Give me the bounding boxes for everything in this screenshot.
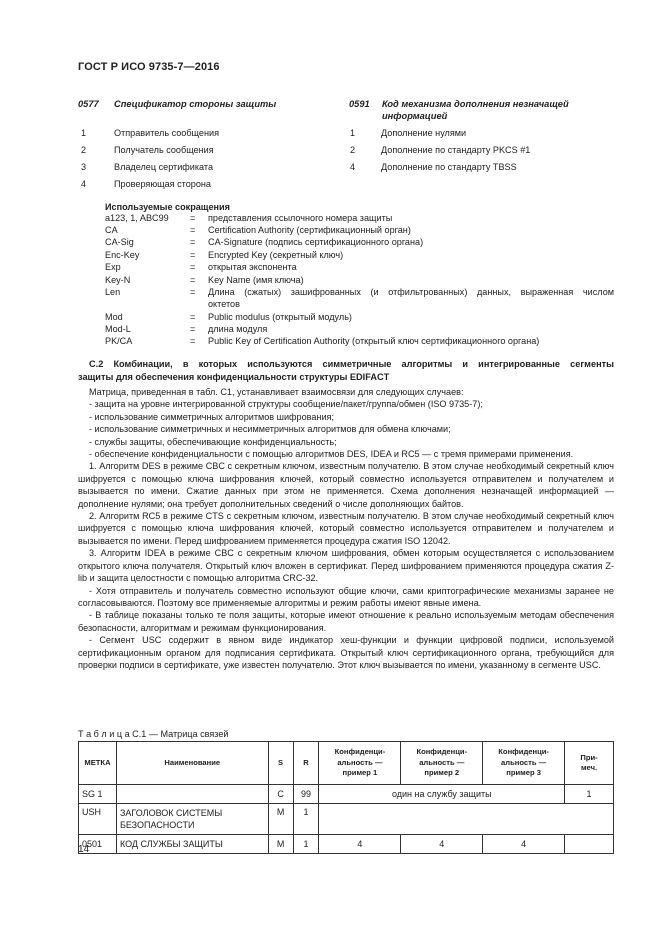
- example-3-paragraph: 3. Алгоритм IDEA в режиме CBC с секретным ключом шифрования, обмен которым осуществляется с использованием открытого ключа получателя. Открытый ключ вложен в сертификат. Перед шифрованием применяются процедура сжатия Z-lib и защита целостности с помощью алгоритма CRC-32.: [78, 548, 614, 584]
- header-conf-1: Конфиденци- альность — пример 1: [319, 742, 401, 785]
- abbreviations-heading: Используемые сокращения: [105, 202, 230, 212]
- dash-paragraph: - Сегмент USC содержит в явном виде индикатор хеш-функции и функции цифровой подписи, используемой сертификационным органом для подписания сертификата. Открытый ключ сертификационного органа, требующийся для проверки подписи в сертификате, уже известен получателю. Этот ключ вызывается по имени, указанному в сегменте USC.: [78, 635, 614, 670]
- code-0591-number: 0591: [349, 99, 370, 109]
- code-0591-title-line1: Код механизма дополнения незначащей: [382, 99, 569, 109]
- table-caption: Т а б л и ц а С.1 — Матрица связей: [78, 729, 229, 739]
- code-0591-title-line2: информацией: [382, 111, 448, 121]
- cell-s: C: [268, 785, 293, 804]
- list-item: 1: [350, 128, 356, 138]
- list-item-label: Дополнение по стандарту TBSS: [381, 162, 517, 172]
- cell-note: [565, 835, 614, 854]
- table-header-row: [79, 742, 614, 785]
- cell-tag: SG 1: [79, 785, 117, 804]
- list-item-label: Получатель сообщения: [114, 145, 214, 155]
- list-item: 4: [350, 162, 356, 172]
- cell-name: [116, 785, 268, 804]
- header-s: S: [268, 742, 293, 785]
- header-name: Наименование: [116, 742, 268, 785]
- table-row: [79, 804, 614, 835]
- intro-paragraph: Матрица, приведенная в табл. С1, устанавливает взаимосвязи для следующих случаев:: [89, 387, 464, 397]
- document-title: ГОСТ Р ИСО 9735-7—2016: [78, 61, 220, 73]
- page-number: 14: [78, 844, 90, 855]
- section-c2-heading-line1: С.2 Комбинации, в которых используются симметричные алгоритмы и интегрированные сегменты: [89, 359, 614, 369]
- cell-merged: один на службу защиты: [319, 785, 565, 804]
- section-c2-heading-line2: защиты для обеспечения конфиденциальности структуры EDIFACT: [78, 372, 390, 382]
- table-row: [79, 785, 614, 804]
- code-0577-number: 0577: [78, 99, 99, 109]
- bullet-item: - защита на уровне интегрированной структуры сообщение/пакет/группа/обмен (ISO 9735-7);: [89, 399, 483, 410]
- bullet-item: - обеспечение конфиденциальности с помощью алгоритмов DES, IDEA и RC5 — с тремя примерами применения.: [89, 449, 574, 460]
- dash-paragraph: - В таблице показаны только те поля защиты, которые имеют отношение к реально используемым методам обеспечения безопасности, алгоритмам и режимам функционирования.: [78, 610, 614, 633]
- list-item-label: Дополнение по стандарту PKCS #1: [381, 145, 531, 155]
- cell-tag: USH: [79, 804, 117, 835]
- list-item: 2: [81, 145, 87, 155]
- cell-conf-3: 4: [483, 835, 565, 854]
- header-conf-3: Конфиденци- альность — пример 3: [483, 742, 565, 785]
- cell-s: M: [268, 835, 293, 854]
- cell-conf-2: 4: [401, 835, 483, 854]
- list-item: 3: [81, 162, 87, 172]
- bullet-item: - использование симметричных и несимметричных алгоритмов для обмена ключами;: [89, 424, 451, 435]
- cell-conf-1: 4: [319, 835, 401, 854]
- section-c2-body: [78, 386, 614, 671]
- cell-tag: 0501: [79, 835, 117, 854]
- cell-empty: [319, 804, 614, 835]
- list-item-label: Отправитель сообщения: [114, 128, 220, 138]
- bullet-item: - использование симметричных алгоритмов шифрования;: [89, 411, 334, 422]
- cell-note: 1: [565, 785, 614, 804]
- header-note: При- меч.: [565, 742, 614, 785]
- cell-r: 1: [293, 804, 319, 835]
- cell-name: КОД СЛУЖБЫ ЗАЩИТЫ: [116, 835, 268, 854]
- list-item: 4: [81, 179, 87, 189]
- list-item: 1: [81, 128, 87, 138]
- code-0577-title: Спецификатор стороны защиты: [114, 99, 277, 109]
- cell-s: M: [268, 804, 293, 835]
- header-conf-2: Конфиденци- альность — пример 2: [401, 742, 483, 785]
- list-item-label: Владелец сертификата: [114, 162, 214, 172]
- cell-r: 1: [293, 835, 319, 854]
- header-r: R: [293, 742, 319, 785]
- relations-matrix-table: [78, 741, 614, 854]
- example-2-paragraph: 2. Алгоритм RC5 в режиме CTS с секретным ключом, известным получателю. В этом случае необходимый секретный ключ шифруется с помощью ключа шифрования ключей, который совместно используется отправителем и получателем и вызывается по имени. Перед шифрованием применяется процедура сжатия ISO 12042.: [78, 511, 614, 546]
- list-item-label: Дополнение нулями: [381, 128, 467, 138]
- list-item: 2: [350, 145, 356, 155]
- list-item-label: Проверяющая сторона: [114, 179, 211, 189]
- cell-r: 99: [293, 785, 319, 804]
- header-tag: МЕТКА: [79, 742, 117, 785]
- cell-name: ЗАГОЛОВОК СИСТЕМЫ БЕЗОПАСНОСТИ: [116, 804, 268, 835]
- table-row: [79, 835, 614, 854]
- dash-paragraph: - Хотя отправитель и получатель совместно используют общие ключи, сами криптографические механизмы заранее не согласовываются. Поэтому все применяемые алгоритмы и режим работы имеют явные имена.: [78, 585, 614, 608]
- example-1-paragraph: 1. Алгоритм DES в режиме CBC с секретным ключом, известным получателю. В этом случае необходимый секретный ключ шифруется с помощью ключа шифрования ключей, который совместно используется отправителем и получателем и вызывается по имени. Сжатие данных при этом не применяется. Схема дополнения незначащей информацией — дополнение нулями; она требует дополнительных сведений о числе дополняющих байтов.: [78, 461, 614, 509]
- bullet-item: - службы защиты, обеспечивающие конфиденциальность;: [89, 436, 337, 447]
